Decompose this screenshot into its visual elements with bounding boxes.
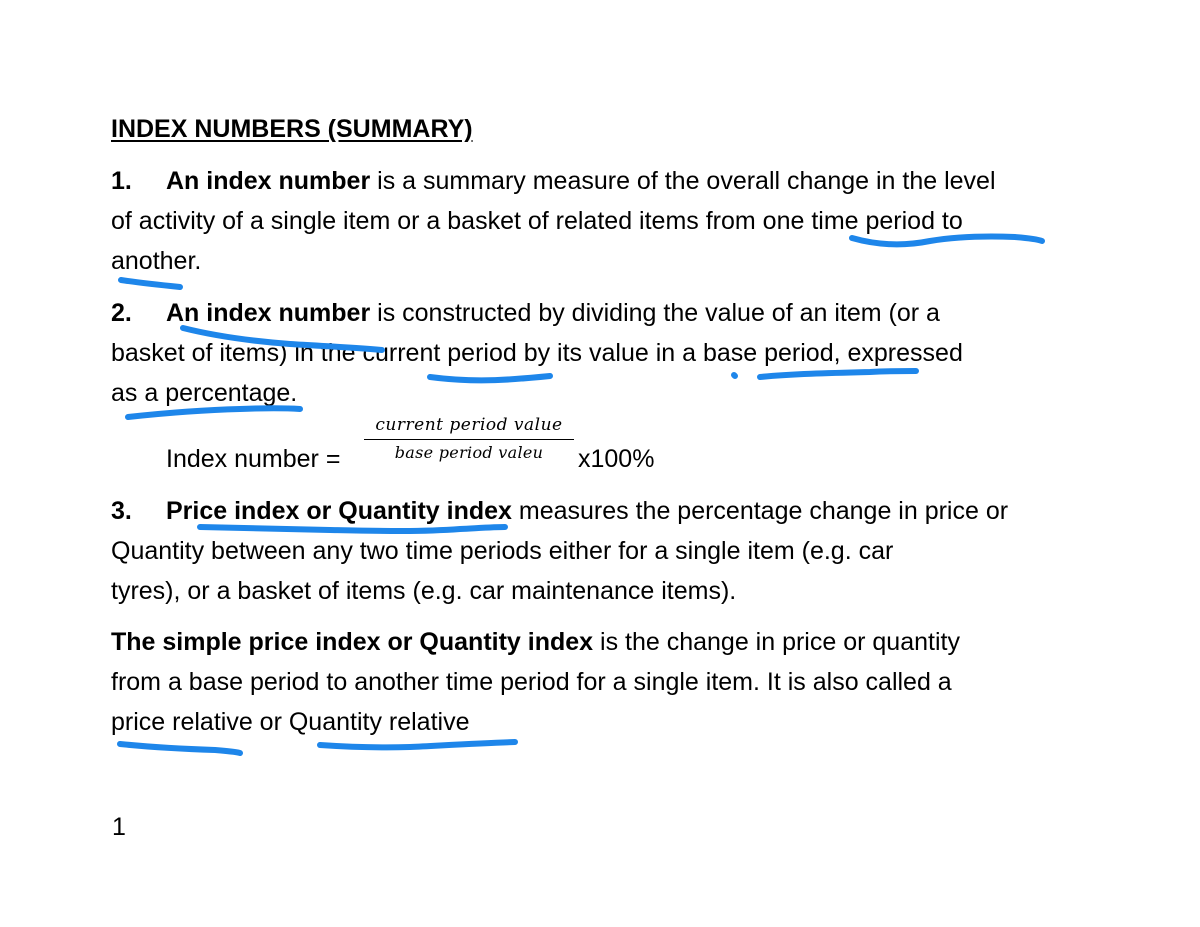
simple-index-line-1 — [111, 627, 960, 657]
formula-multiplier: x100% — [578, 445, 655, 473]
simple-index-line-2: from a base period to another time period for a single item. It is also called a — [111, 668, 952, 696]
fraction-bar — [364, 439, 574, 440]
ink-underline-price-relative — [120, 744, 240, 753]
item-3-text-1: measures the percentage change in price or — [511, 497, 1009, 525]
simple-index-term: The simple price index or Quantity index — [111, 628, 594, 656]
item-1-line-1 — [111, 166, 996, 196]
ink-underline-current-period — [430, 376, 550, 380]
item-1-term: An index number — [166, 167, 371, 195]
ink-dot-in — [734, 375, 735, 376]
item-3-line-2: Quantity between any two time periods either for a single item (e.g. car — [111, 537, 894, 565]
item-2-number: 2. — [111, 299, 132, 327]
item-1-line-2: of activity of a single item or a basket of related items from one time period to — [111, 207, 963, 235]
ink-underline-quantity-relative — [320, 742, 515, 747]
formula-numerator: current period value — [375, 415, 563, 435]
ink-underline-as-a-percentage — [128, 408, 300, 417]
formula-fraction — [364, 412, 574, 464]
item-1-text-1: is a summary measure of the overall change in the level — [370, 167, 996, 195]
formula-denominator: base period valeu — [394, 443, 544, 462]
item-3-number: 3. — [111, 497, 132, 525]
item-2-text-1: is constructed by dividing the value of an item (or a — [370, 299, 940, 327]
item-1-number: 1. — [111, 167, 132, 195]
ink-underline-base-period — [760, 371, 916, 377]
item-1-line-3: another. — [111, 247, 202, 275]
simple-index-line-3: price relative or Quantity relative — [111, 708, 470, 736]
ink-underline-price-or-quantity-index — [200, 527, 505, 531]
item-2-line-3: as a percentage. — [111, 379, 298, 407]
simple-index-text-1: is the change in price or quantity — [593, 628, 960, 656]
item-3-line-3: tyres), or a basket of items (e.g. car maintenance items). — [111, 577, 737, 605]
page-title: INDEX NUMBERS (SUMMARY) — [111, 115, 473, 143]
ink-underline-another — [121, 280, 180, 287]
item-2-line-2: basket of items) in the current period by its value in a base period, expressed — [111, 339, 963, 367]
ink-underline-one-time-period — [852, 236, 1042, 244]
formula-label: Index number = — [166, 445, 341, 473]
item-3-line-1 — [111, 496, 1008, 526]
page-number: 1 — [112, 813, 126, 841]
item-2-line-1 — [111, 298, 940, 328]
item-3-term: Price index or Quantity index — [166, 497, 512, 525]
item-2-term: An index number — [166, 299, 371, 327]
